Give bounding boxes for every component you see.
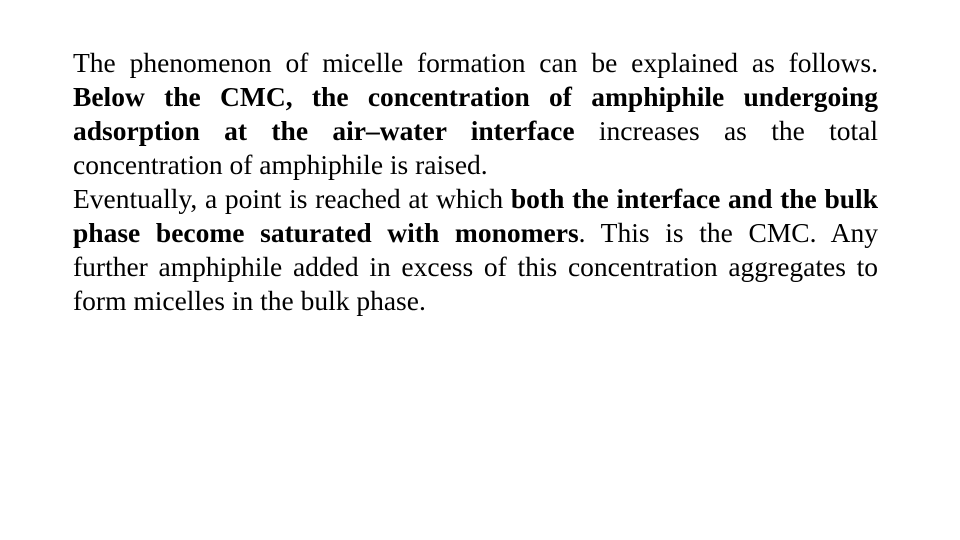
paragraph-micelle-formation: [73, 46, 878, 182]
paragraph-cmc-definition: [73, 182, 878, 318]
slide-text-body: [73, 46, 878, 318]
text-segment-bold: both the interface and the bulk phase become saturated with monomers: [73, 183, 878, 248]
text-segment: increases as the total concentration of amphiphile is raised.: [73, 115, 878, 180]
text-segment: The phenomenon of micelle formation can be explained as follows.: [73, 47, 878, 78]
text-segment: Eventually, a point is reached at which: [73, 183, 511, 214]
text-segment-bold: Below the CMC, the concentration of amphiphile undergoing adsorption at the air–water interface: [73, 81, 878, 146]
text-segment: . This is the CMC. Any further amphiphile added in excess of this concentration aggregates to form micelles in the bulk phase.: [73, 217, 878, 316]
